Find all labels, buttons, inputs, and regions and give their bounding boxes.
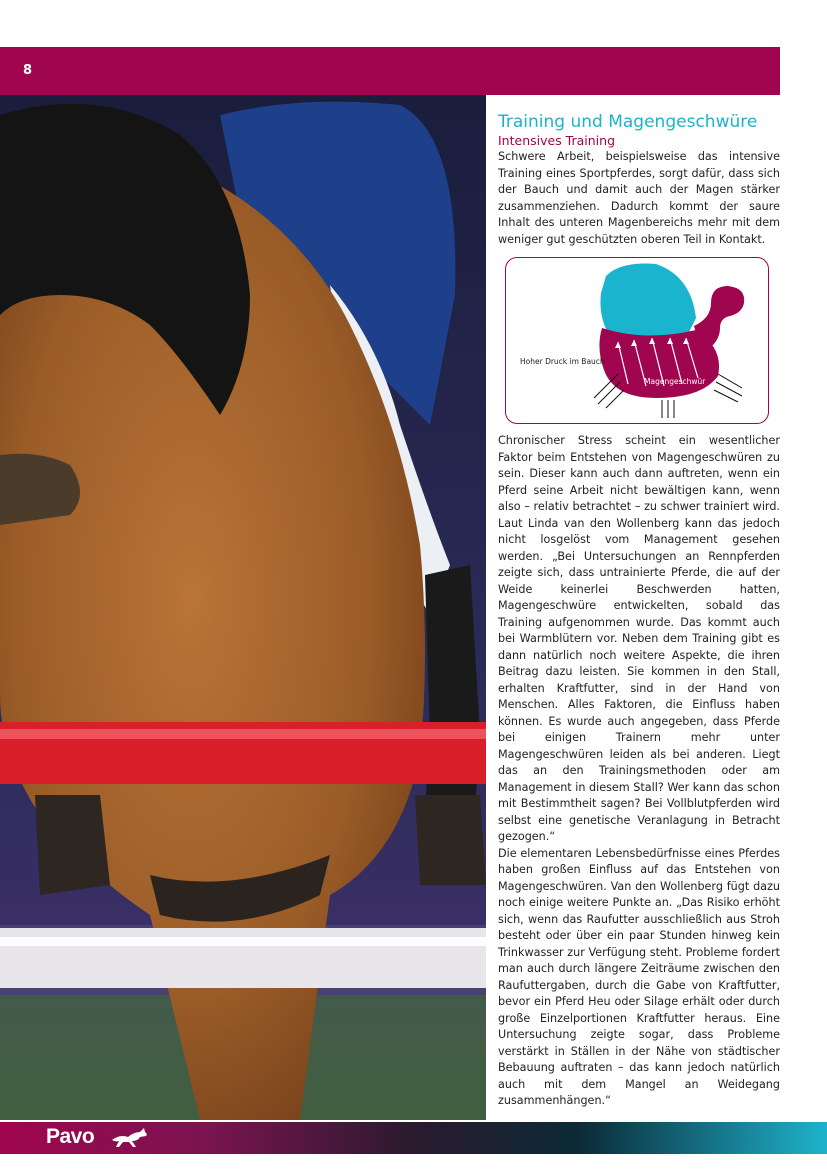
footer-bar bbox=[0, 1122, 827, 1154]
intro-paragraph: Schwere Arbeit, beispielsweise das intensive Training eines Sportpferdes, sorgt dafür, dass sich der Bauch und damit auch der Magen stärker zusammenziehen. Dadurch kommt der saure Inhalt des unteren Magenbereichs mehr mit dem weniger gut geschützten oberen Teil in Kontakt. bbox=[498, 150, 780, 246]
hero-photo bbox=[0, 95, 486, 1120]
header-bar bbox=[0, 47, 780, 95]
page-number: 8 bbox=[23, 63, 33, 78]
article-column bbox=[498, 112, 780, 1110]
body-paragraph-1: Chronischer Stress scheint ein wesentlicher Faktor beim Entstehen von Magengeschwüren zu sein. Dieser kann auch dann auftreten, wenn ein Pferd seine Arbeit nicht bewältigen kann, wenn also – relativ betrachtet – zu schwer trainiert wird. Laut Linda van den Wollenberg kann das jedoch nicht losgelöst vom Management gesehen werden. „Bei Untersuchungen an Rennpferden zeigte sich, dass untrainierte Pferde, die auf der Weide keinerlei Beschwerden hatten, Magengeschwüre entwickelten, sobald das Training aufgenommen wurde. Das kommt auch bei Warmblütern vor. Neben dem Training gibt es dann natürlich noch weitere Aspekte, die ihren Beitrag dazu leisten. Sie kommen in den Stall, erhalten Kraftfutter, sind in der Hand von Menschen. Alles Faktoren, die Einfluss haben können. Es wurde auch angegeben, dass Pferde bei einigen Trainern mehr unter Magengeschwüren leiden als bei anderen. Liegt das an den Trainingsmethoden oder am Management in diesem Stall? Wer kann das schon mit Bestimmtheit sagen? Bei Vollblutpferden wird selbst eine genetische Veranlagung in Betracht gezogen.“ bbox=[498, 434, 780, 843]
pressure-label: Hoher Druck im Bauch bbox=[520, 357, 605, 366]
horse-jump-illustration bbox=[0, 95, 486, 1120]
stomach-illustration bbox=[506, 258, 768, 423]
ulcer-label: Magengeschwür bbox=[644, 377, 706, 386]
body-paragraph-2: Die elementaren Lebensbedürfnisse eines Pferdes haben großen Einfluss auf das Entstehen von Magengeschwüren. Van den Wollenberg fügt dazu noch einige weitere Punkte an. „Das Risiko erhöht sich, wenn das Raufutter ausschließlich aus Stroh besteht oder über ein paar Stunden hinweg kein Trinkwasser zur Verfügung steht. Probleme fordert man auch durch längere Zeiträume zwischen den Raufuttergaben, durch die Gabe von Kraftfutter, bevor ein Pferd Heu oder Silage erhält oder durch große Einzelportionen Kraftfutter heraus. Eine Untersuchung zeigte sogar, dass Probleme verstärkt in Ställen in der Nähe von städtischer Bebauung auftraten – das kann jedoch natürlich auch mit dem Mangel an Weidegang zusammenhängen.“ bbox=[498, 846, 780, 1107]
stomach-diagram bbox=[505, 257, 769, 424]
brand-logo: Pavo bbox=[46, 1125, 95, 1148]
article-title: Training und Magengeschwüre bbox=[498, 112, 758, 132]
article-subtitle: Intensives Training bbox=[498, 133, 616, 148]
horse-logo-icon bbox=[110, 1126, 150, 1148]
